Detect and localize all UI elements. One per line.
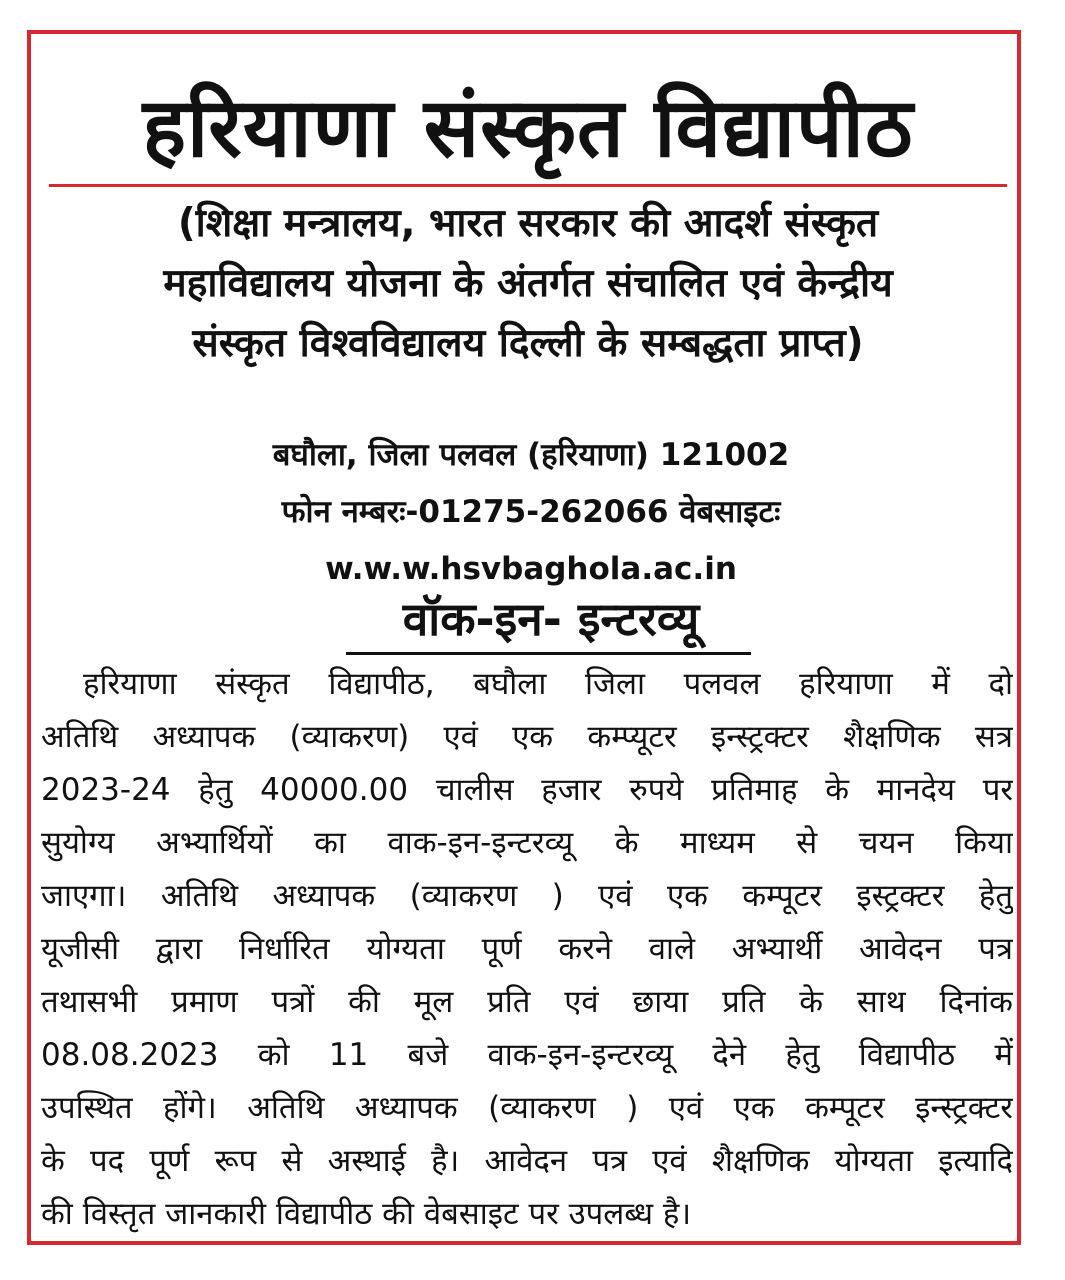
body-line: 08.08.2023 को 11 बजे वाक-इन-इन्टरव्यू देने हेतु विद्यापीठ में xyxy=(41,1037,1013,1073)
body-line: उपस्थित होंगे। अतिथि अध्यापक (व्याकरण ) एवं एक कम्पूटर इन्स्ट्रक्टर xyxy=(41,1090,1013,1126)
walk-in-interview-heading: वॉक-इन- इन्टरव्यू xyxy=(402,592,700,646)
body-line: हरियाणा संस्कृत विद्यापीठ, बघौला जिला पलवल हरियाणा में दो xyxy=(83,666,1013,702)
body-line: सुयोग्य अभ्यार्थियों का वाक-इन-इन्टरव्यू के माध्यम से चयन किया xyxy=(41,825,1013,861)
heading-underline xyxy=(346,652,751,655)
institution-title: हरियाणा संस्कृत विद्यापीठ xyxy=(142,81,914,176)
body-line: जाएगा। अतिथि अध्यापक (व्याकरण ) एवं एक कम्पूटर इस्ट्रक्टर हेतु xyxy=(41,878,1013,914)
affiliation-subtitle xyxy=(31,194,1025,374)
body-line: यूजीसी द्वारा निर्धारित योग्यता पूर्ण करने वाले अभ्यार्थी आवेदन पत्र xyxy=(41,931,1013,967)
subtitle-line: संस्कृत विश्वविद्यालय दिल्ली के सम्बद्धता प्राप्त) xyxy=(192,321,864,366)
body-line: के पद पूर्ण रूप से अस्थाई है। आवेदन पत्र एवं शैक्षणिक योग्यता इत्यादि xyxy=(41,1143,1013,1179)
address-line: बघौला, जिला पलवल (हरियाणा) 121002 xyxy=(272,437,790,473)
subtitle-line: महाविद्यालय योजना के अंतर्गत संचालित एवं केन्द्रीय xyxy=(163,261,893,306)
body-line: अतिथि अध्यापक (व्याकरण) एवं एक कम्प्यूटर इन्स्ट्रक्टर शैक्षणिक सत्र xyxy=(41,719,1013,755)
body-line: तथासभी प्रमाण पत्रों की मूल प्रति एवं छाया प्रति के साथ दिनांक xyxy=(41,984,1013,1020)
notice-body xyxy=(41,658,1013,1241)
notice-frame xyxy=(27,30,1021,1245)
phone-line: फोन नम्बरः-01275-262066 वेबसाइटः xyxy=(281,494,781,530)
website-line: w.w.w.hsvbaghola.ac.in xyxy=(325,551,737,587)
body-line: की विस्तृत जानकारी विद्यापीठ की वेबसाइट पर उपलब्ध है। xyxy=(41,1196,692,1232)
subtitle-line: (शिक्षा मन्त्रालय, भारत सरकार की आदर्श संस्कृत xyxy=(177,201,879,246)
title-divider xyxy=(49,184,1007,187)
contact-block xyxy=(171,427,891,598)
body-line: 2023-24 हेतु 40000.00 चालीस हजार रुपये प्रतिमाह के मानदेय पर xyxy=(41,772,1013,808)
